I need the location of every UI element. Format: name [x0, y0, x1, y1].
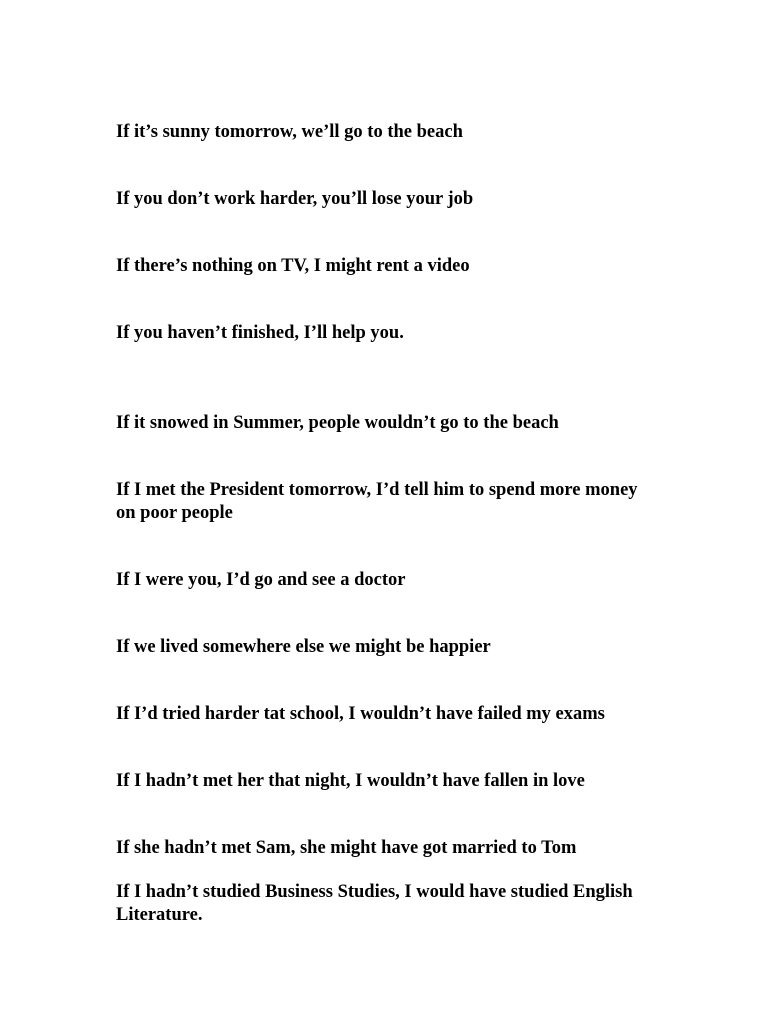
sentence-first-conditional-2: If you don’t work harder, you’ll lose your job: [116, 189, 474, 209]
sentence-third-conditional-1: If I’d tried harder tat school, I wouldn’t have failed my exams: [116, 704, 605, 724]
sentence-first-conditional-3: If there’s nothing on TV, I might rent a video: [116, 256, 470, 276]
sentence-second-conditional-2: If I met the President tomorrow, I’d tell him to spend more money on poor people: [116, 480, 638, 523]
sentence-second-conditional-1: If it snowed in Summer, people wouldn’t go to the beach: [116, 413, 559, 433]
sentence-third-conditional-3: If she hadn’t met Sam, she might have got married to Tom: [116, 838, 577, 858]
sentence-second-conditional-3: If I were you, I’d go and see a doctor: [116, 570, 406, 590]
sentence-first-conditional-4: If you haven’t finished, I’ll help you.: [116, 323, 404, 343]
sentence-third-conditional-2: If I hadn’t met her that night, I wouldn’t have fallen in love: [116, 771, 585, 791]
sentence-first-conditional-1: If it’s sunny tomorrow, we’ll go to the beach: [116, 122, 463, 142]
sentence-second-conditional-4: If we lived somewhere else we might be happier: [116, 637, 491, 657]
sentence-third-conditional-4: If I hadn’t studied Business Studies, I would have studied English Literature.: [116, 882, 633, 925]
